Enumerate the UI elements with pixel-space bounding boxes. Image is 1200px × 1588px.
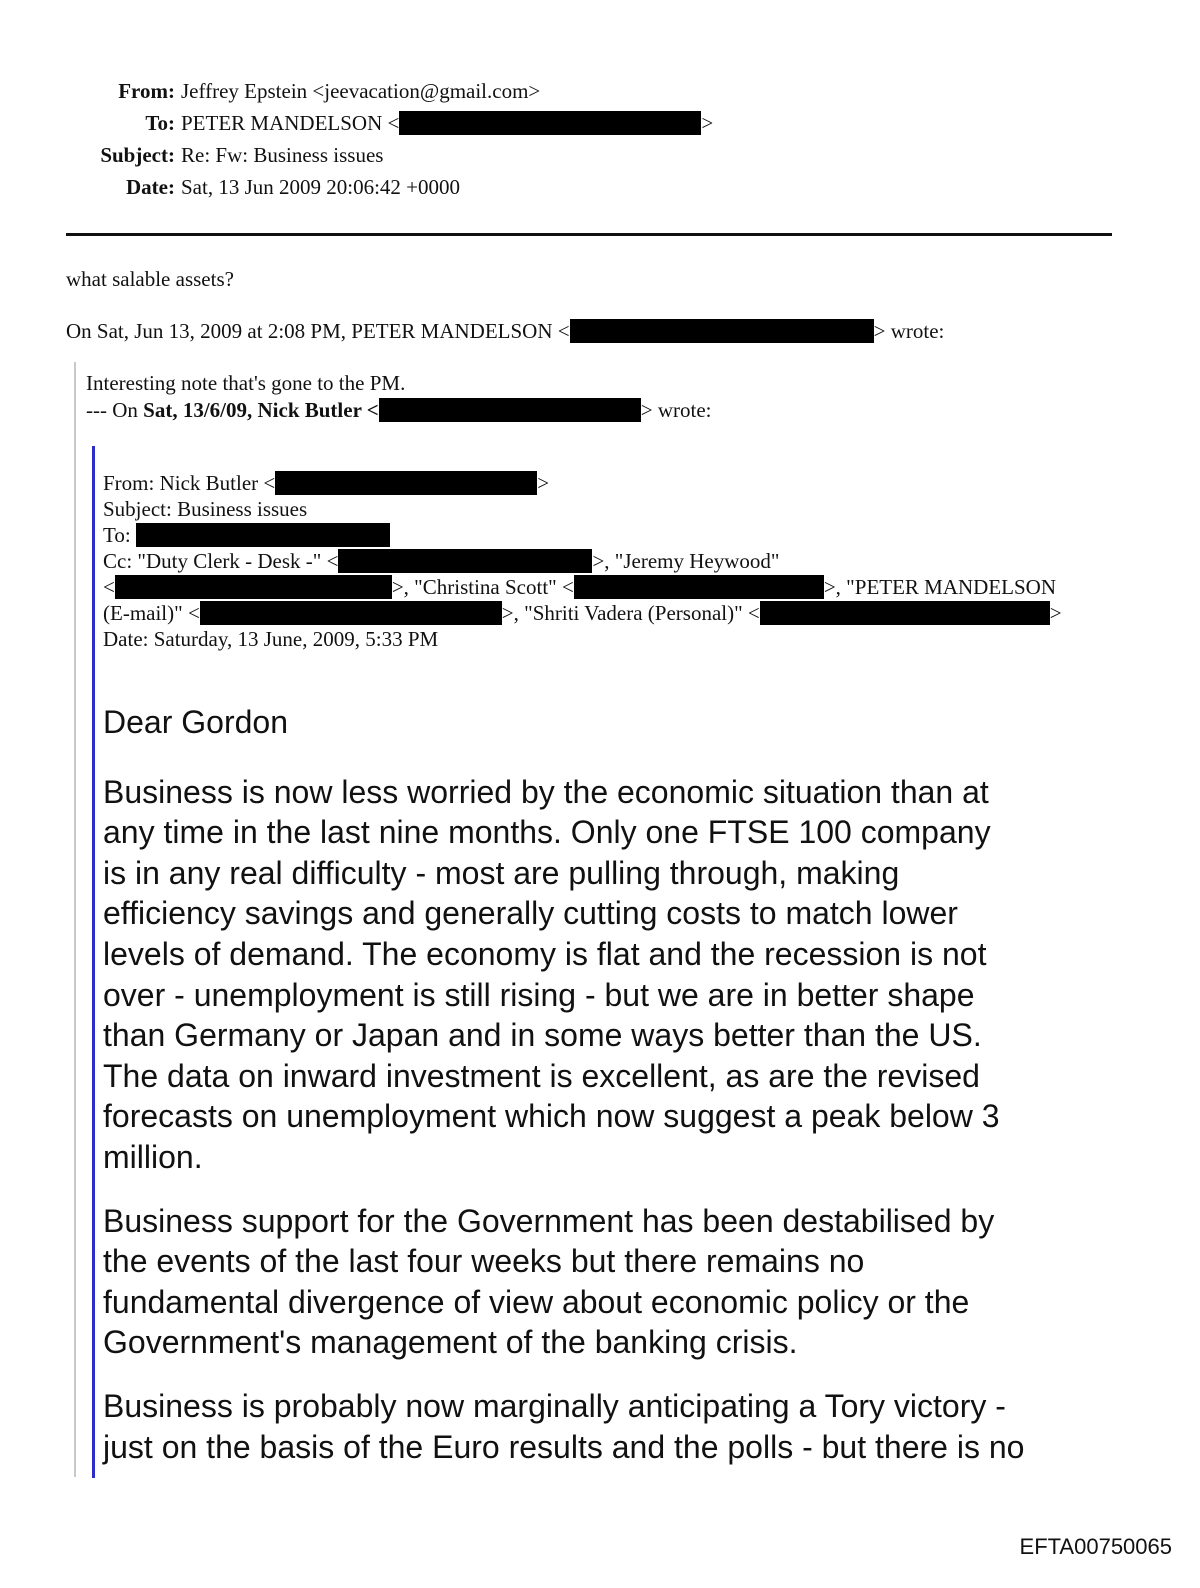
from-label: From:	[118, 79, 175, 103]
letter-line: than Germany or Japan and in some ways better than the US.	[103, 1017, 982, 1054]
letter-line: fundamental divergence of view about economic policy or the	[103, 1283, 970, 1320]
fwd-cc-jeremy: >, "Jeremy Heywood"	[592, 549, 780, 573]
from-value: Jeffrey Epstein <jeevacation@gmail.com>	[181, 79, 541, 103]
forwarded-header	[103, 470, 1062, 652]
redaction-block	[275, 471, 537, 495]
fwd-cc-close: >	[1049, 601, 1062, 625]
fwd-to-line	[103, 522, 1062, 548]
letter-line: Business support for the Government has been destabilised by	[103, 1202, 995, 1239]
redaction-block	[115, 575, 392, 599]
fwd-to-label: To:	[103, 523, 131, 547]
fwd-cc-christina: >, "Christina Scott" <	[391, 575, 574, 599]
date-value: Sat, 13 Jun 2009 20:06:42 +0000	[181, 175, 461, 199]
to-label: To:	[145, 111, 175, 135]
redaction-block	[338, 549, 592, 573]
quote-intro-wrote: > wrote:	[873, 319, 945, 343]
redaction-block	[379, 398, 641, 422]
quoted-intro	[86, 397, 712, 423]
quoted-intro-prefix: --- On	[86, 398, 144, 422]
redaction-block	[760, 601, 1050, 625]
letter-line: is in any real difficulty - most are pulling through, making	[103, 854, 900, 891]
to-value: PETER MANDELSON <	[181, 111, 400, 135]
letter-body	[103, 702, 1113, 1490]
letter-line: Business is probably now marginally anticipating a Tory victory -	[103, 1387, 1006, 1424]
letter-line: the events of the last four weeks but there remains no	[103, 1243, 865, 1280]
letter-paragraph-2	[103, 1201, 1113, 1363]
letter-line: forecasts on unemployment which now suggest a peak below 3	[103, 1098, 1000, 1135]
letter-paragraph-3	[103, 1386, 1113, 1467]
letter-line: The data on inward investment is excellent, as are the revised	[103, 1057, 980, 1094]
fwd-cc-email: (E-mail)" <	[103, 601, 200, 625]
fwd-cc-line-3	[103, 600, 1062, 626]
redaction-block	[200, 601, 502, 625]
redaction-block	[136, 523, 390, 547]
letter-paragraph-1	[103, 772, 1113, 1178]
quote-intro-text: On Sat, Jun 13, 2009 at 2:08 PM, PETER MANDELSON <	[66, 319, 570, 343]
quote-bar-inner	[92, 446, 95, 1478]
subject-label: Subject:	[100, 143, 175, 167]
letter-line: just on the basis of the Euro results and the polls - but there is no	[103, 1428, 1025, 1465]
letter-line: any time in the last nine months. Only one FTSE 100 company	[103, 814, 991, 851]
letter-line: over - unemployment is still rising - but we are in better shape	[103, 976, 975, 1013]
document-id: EFTA00750065	[1019, 1534, 1172, 1559]
fwd-date-line: Date: Saturday, 13 June, 2009, 5:33 PM	[103, 627, 439, 651]
fwd-cc-shriti: >, "Shriti Vadera (Personal)" <	[501, 601, 760, 625]
letter-line: Business is now less worried by the economic situation than at	[103, 773, 989, 810]
letter-line: efficiency savings and generally cutting costs to match lower	[103, 895, 958, 932]
date-label: Date:	[126, 175, 175, 199]
reply-text: what salable assets?	[66, 267, 234, 291]
fwd-from-close: >	[537, 471, 550, 495]
letter-line: levels of demand. The economy is flat and the recession is not	[103, 935, 987, 972]
fwd-cc-line-1	[103, 548, 1062, 574]
fwd-cc-line-2	[103, 574, 1062, 600]
quote-bar-outer	[74, 362, 76, 1477]
quote-intro	[66, 318, 944, 344]
fwd-from-text: From: Nick Butler <	[103, 471, 276, 495]
fwd-subject-line: Subject: Business issues	[103, 497, 308, 521]
fwd-cc-label: Cc: "Duty Clerk - Desk -" <	[103, 549, 339, 573]
quoted-note: Interesting note that's gone to the PM.	[86, 371, 406, 395]
header-divider	[66, 233, 1112, 236]
letter-line: million.	[103, 1138, 203, 1175]
redaction-block	[574, 575, 824, 599]
fwd-cc-peter: >, "PETER MANDELSON	[823, 575, 1057, 599]
to-close: >	[701, 111, 714, 135]
subject-value: Re: Fw: Business issues	[181, 143, 384, 167]
quoted-intro-bold: Sat, 13/6/09, Nick Butler <	[143, 398, 379, 422]
fwd-cc-open: <	[103, 575, 115, 599]
redaction-block	[570, 319, 874, 343]
redaction-block	[399, 111, 701, 135]
letter-greeting: Dear Gordon	[103, 704, 288, 740]
letter-line: Government's management of the banking crisis.	[103, 1324, 798, 1361]
fwd-from-line	[103, 470, 1062, 496]
quoted-intro-wrote: > wrote:	[640, 398, 712, 422]
